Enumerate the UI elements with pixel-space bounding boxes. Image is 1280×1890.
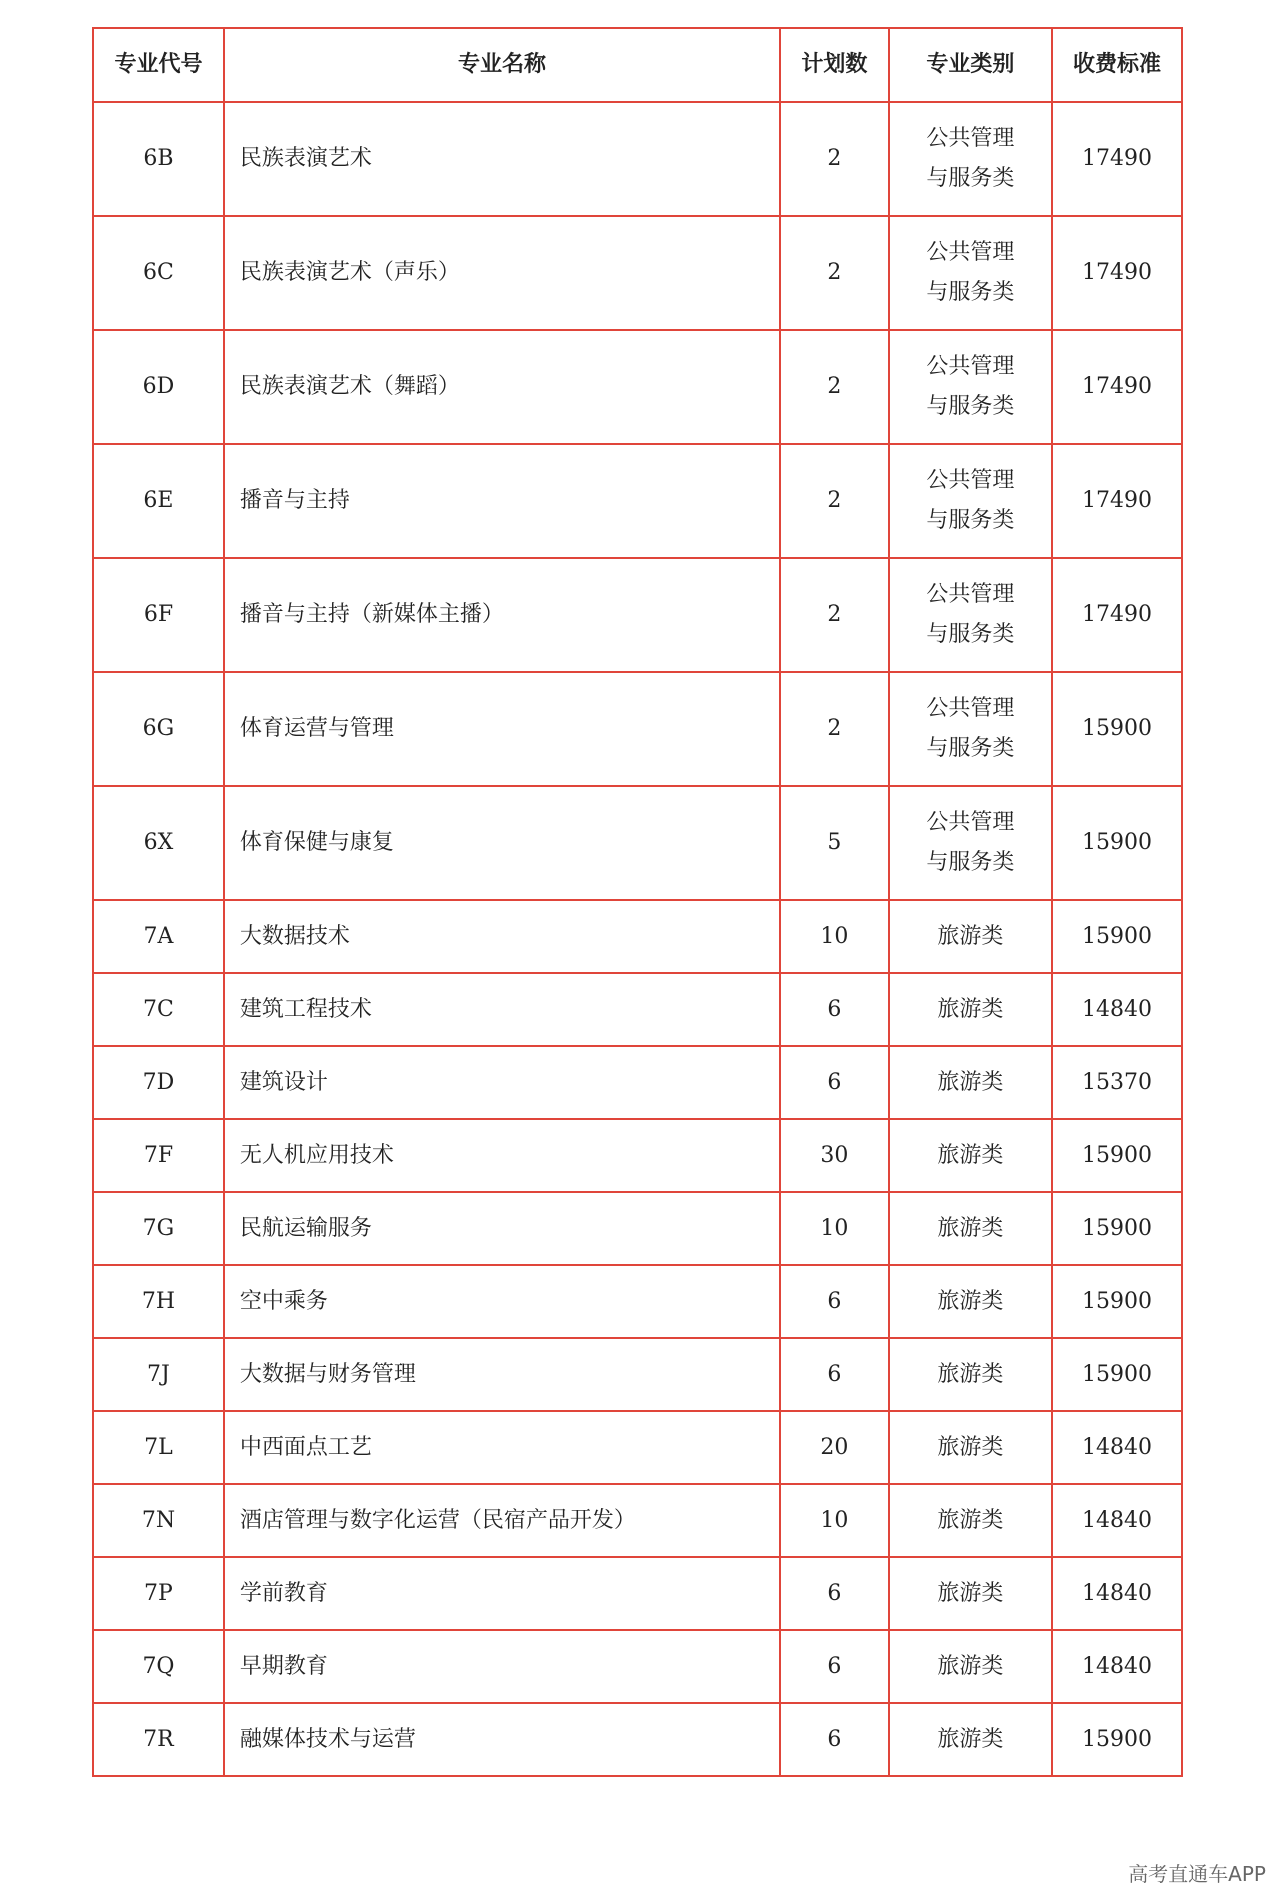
major-code: 7L — [93, 1411, 224, 1484]
table-row — [93, 1557, 1182, 1630]
major-category: 旅游类 — [889, 1630, 1052, 1703]
major-category: 旅游类 — [889, 1557, 1052, 1630]
major-category — [889, 558, 1052, 672]
fee-standard: 14840 — [1052, 973, 1182, 1046]
major-code: 7P — [93, 1557, 224, 1630]
fee-standard: 15370 — [1052, 1046, 1182, 1119]
plan-count: 5 — [780, 786, 889, 900]
major-category: 旅游类 — [889, 1411, 1052, 1484]
fee-standard: 15900 — [1052, 1119, 1182, 1192]
fee-standard: 17490 — [1052, 330, 1182, 444]
table-body — [93, 102, 1182, 1776]
major-name: 民族表演艺术（声乐） — [224, 216, 780, 330]
major-name: 民航运输服务 — [224, 1192, 780, 1265]
plan-count: 2 — [780, 216, 889, 330]
category-text: 公共管理与服务类 — [926, 354, 1015, 419]
plan-count: 10 — [780, 900, 889, 973]
major-code: 6G — [93, 672, 224, 786]
fee-standard: 14840 — [1052, 1630, 1182, 1703]
major-name: 大数据与财务管理 — [224, 1338, 780, 1411]
table-row — [93, 973, 1182, 1046]
major-code: 7N — [93, 1484, 224, 1557]
major-code: 6F — [93, 558, 224, 672]
fee-standard: 15900 — [1052, 672, 1182, 786]
table-row — [93, 900, 1182, 973]
major-category: 旅游类 — [889, 1119, 1052, 1192]
major-name: 融媒体技术与运营 — [224, 1703, 780, 1776]
major-category: 旅游类 — [889, 900, 1052, 973]
plan-count: 20 — [780, 1411, 889, 1484]
major-code: 7G — [93, 1192, 224, 1265]
plan-count: 2 — [780, 330, 889, 444]
table-row — [93, 672, 1182, 786]
header-fee: 收费标准 — [1052, 28, 1182, 102]
major-code: 6B — [93, 102, 224, 216]
fee-standard: 15900 — [1052, 1192, 1182, 1265]
major-category: 旅游类 — [889, 973, 1052, 1046]
fee-standard: 17490 — [1052, 444, 1182, 558]
category-text: 公共管理与服务类 — [926, 810, 1015, 875]
fee-standard: 17490 — [1052, 558, 1182, 672]
major-name: 空中乘务 — [224, 1265, 780, 1338]
header-category: 专业类别 — [889, 28, 1052, 102]
table-row — [93, 558, 1182, 672]
major-name: 酒店管理与数字化运营（民宿产品开发） — [224, 1484, 780, 1557]
major-code: 7A — [93, 900, 224, 973]
plan-count: 2 — [780, 444, 889, 558]
plan-count: 6 — [780, 1338, 889, 1411]
major-category: 旅游类 — [889, 1265, 1052, 1338]
major-code: 6D — [93, 330, 224, 444]
major-category — [889, 786, 1052, 900]
plan-count: 6 — [780, 1557, 889, 1630]
major-code: 7J — [93, 1338, 224, 1411]
major-category — [889, 672, 1052, 786]
table-row — [93, 330, 1182, 444]
table-row — [93, 1338, 1182, 1411]
major-category — [889, 330, 1052, 444]
fee-standard: 14840 — [1052, 1411, 1182, 1484]
table-row — [93, 1411, 1182, 1484]
fee-standard: 15900 — [1052, 1703, 1182, 1776]
plan-count: 6 — [780, 1046, 889, 1119]
major-name: 民族表演艺术 — [224, 102, 780, 216]
table-row — [93, 1265, 1182, 1338]
major-code: 7R — [93, 1703, 224, 1776]
watermark-text: 高考直通车APP — [1128, 1862, 1266, 1886]
major-code: 6C — [93, 216, 224, 330]
category-text: 公共管理与服务类 — [926, 696, 1015, 761]
major-category: 旅游类 — [889, 1192, 1052, 1265]
majors-table — [92, 27, 1183, 1777]
fee-standard: 17490 — [1052, 216, 1182, 330]
major-name: 播音与主持 — [224, 444, 780, 558]
table-row — [93, 1046, 1182, 1119]
plan-count: 6 — [780, 1703, 889, 1776]
major-category: 旅游类 — [889, 1338, 1052, 1411]
header-code: 专业代号 — [93, 28, 224, 102]
major-category: 旅游类 — [889, 1703, 1052, 1776]
header-name: 专业名称 — [224, 28, 780, 102]
major-code: 7H — [93, 1265, 224, 1338]
major-name: 无人机应用技术 — [224, 1119, 780, 1192]
plan-count: 6 — [780, 1265, 889, 1338]
major-code: 7F — [93, 1119, 224, 1192]
major-category: 旅游类 — [889, 1046, 1052, 1119]
category-text: 公共管理与服务类 — [926, 126, 1015, 191]
fee-standard: 15900 — [1052, 900, 1182, 973]
category-text: 公共管理与服务类 — [926, 240, 1015, 305]
major-name: 播音与主持（新媒体主播） — [224, 558, 780, 672]
major-name: 早期教育 — [224, 1630, 780, 1703]
fee-standard: 15900 — [1052, 786, 1182, 900]
plan-count: 2 — [780, 672, 889, 786]
table-row — [93, 1192, 1182, 1265]
plan-count: 2 — [780, 102, 889, 216]
table-row — [93, 444, 1182, 558]
major-name: 体育运营与管理 — [224, 672, 780, 786]
major-name: 中西面点工艺 — [224, 1411, 780, 1484]
fee-standard: 14840 — [1052, 1484, 1182, 1557]
category-text: 公共管理与服务类 — [926, 582, 1015, 647]
major-name: 建筑设计 — [224, 1046, 780, 1119]
major-name: 体育保健与康复 — [224, 786, 780, 900]
major-code: 6E — [93, 444, 224, 558]
major-name: 民族表演艺术（舞蹈） — [224, 330, 780, 444]
major-category — [889, 444, 1052, 558]
plan-count: 10 — [780, 1484, 889, 1557]
plan-count: 30 — [780, 1119, 889, 1192]
major-code: 6X — [93, 786, 224, 900]
table-row — [93, 1119, 1182, 1192]
major-code: 7Q — [93, 1630, 224, 1703]
plan-count: 10 — [780, 1192, 889, 1265]
major-name: 大数据技术 — [224, 900, 780, 973]
major-name: 学前教育 — [224, 1557, 780, 1630]
category-text: 公共管理与服务类 — [926, 468, 1015, 533]
major-category — [889, 216, 1052, 330]
table-header-row — [93, 28, 1182, 102]
fee-standard: 17490 — [1052, 102, 1182, 216]
table-row — [93, 102, 1182, 216]
fee-standard: 15900 — [1052, 1338, 1182, 1411]
table-row — [93, 786, 1182, 900]
major-category: 旅游类 — [889, 1484, 1052, 1557]
fee-standard: 15900 — [1052, 1265, 1182, 1338]
fee-standard: 14840 — [1052, 1557, 1182, 1630]
major-name: 建筑工程技术 — [224, 973, 780, 1046]
header-plan: 计划数 — [780, 28, 889, 102]
major-code: 7C — [93, 973, 224, 1046]
table-row — [93, 1630, 1182, 1703]
plan-count: 2 — [780, 558, 889, 672]
table-row — [93, 216, 1182, 330]
plan-count: 6 — [780, 973, 889, 1046]
major-category — [889, 102, 1052, 216]
major-code: 7D — [93, 1046, 224, 1119]
table-row — [93, 1703, 1182, 1776]
table-row — [93, 1484, 1182, 1557]
plan-count: 6 — [780, 1630, 889, 1703]
